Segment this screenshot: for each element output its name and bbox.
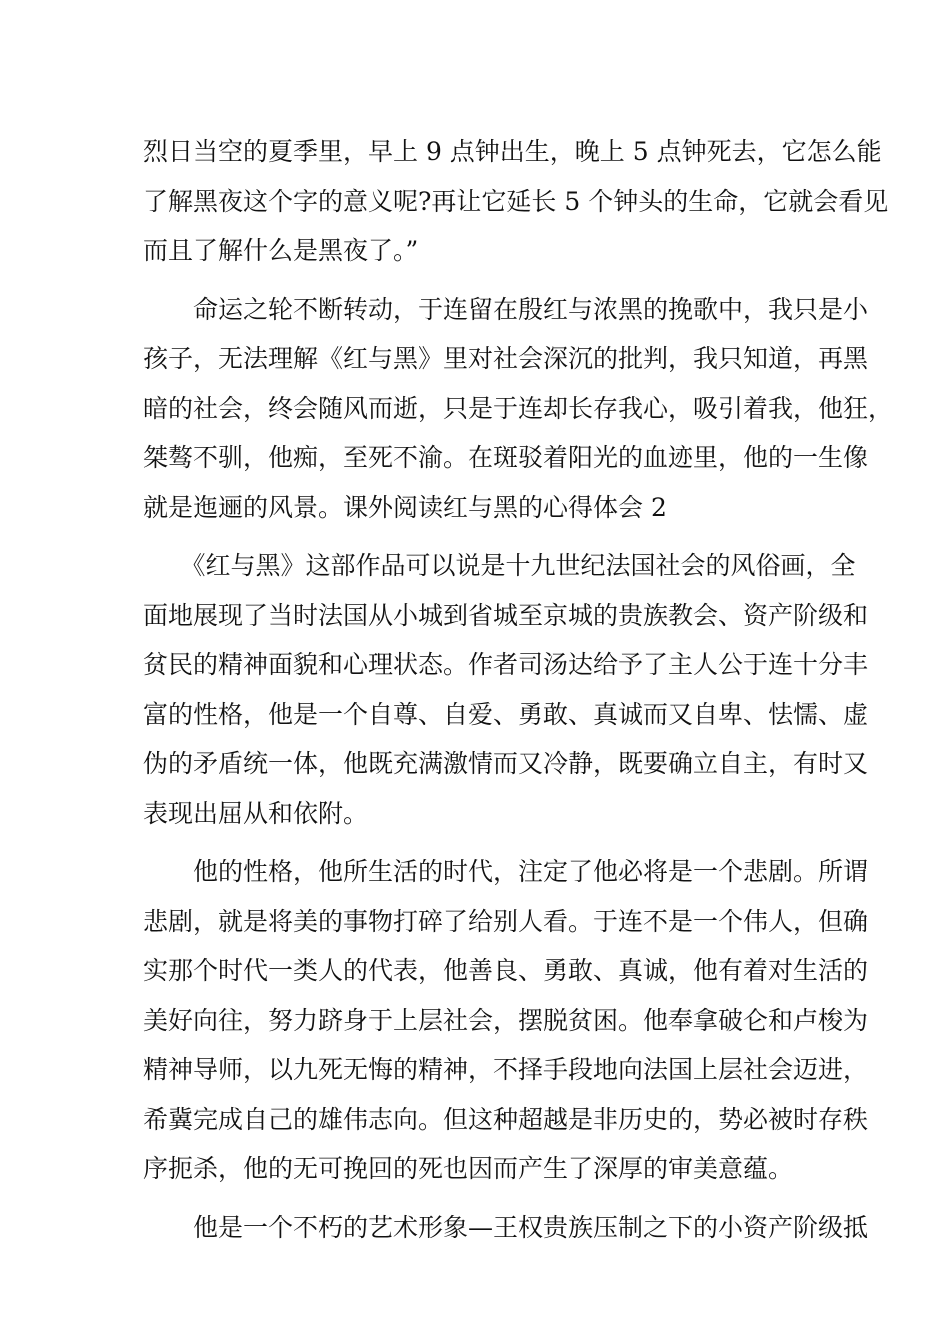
text-line: 面地展现了当时法国从小城到省城至京城的贵族教会、资产阶级和 bbox=[143, 600, 869, 630]
text-line: 希冀完成自己的雄伟志向。但这种超越是非历史的，势必被时存秩 bbox=[143, 1104, 869, 1134]
text-line: 精神导师，以九死无悔的精神，不择手段地向法国上层社会迈进， bbox=[143, 1055, 869, 1084]
paragraph-gap bbox=[143, 1194, 823, 1203]
text-line: 表现出屈从和依附。 bbox=[143, 798, 369, 828]
paragraph-gap bbox=[143, 532, 823, 541]
text-line: 而且了解什么是黑夜了。” bbox=[143, 236, 419, 265]
text-line: 桀骜不驯，他痴，至死不渝。在斑驳着阳光的血迹里，他的一生像 bbox=[143, 443, 869, 472]
body-text bbox=[143, 127, 894, 1252]
text-line: 就是迤逦的风景。课外阅读红与黑的心得体会 2 bbox=[143, 492, 667, 522]
text-line: 悲剧，就是将美的事物打碎了给别人看。于连不是一个伟人，但确 bbox=[143, 906, 869, 936]
text-line: 贫民的精神面貌和心理状态。作者司汤达给予了主人公于连十分丰 bbox=[143, 650, 869, 679]
text-line: 孩子，无法理解《红与黑》里对社会深沉的批判，我只知道，再黑 bbox=[143, 344, 869, 373]
text-line: 美好向往，努力跻身于上层社会，摆脱贫困。他奉拿破仑和卢梭为 bbox=[143, 1005, 869, 1035]
text-line: 伪的矛盾统一体，他既充满激情而又冷静，既要确立自主，有时又 bbox=[143, 749, 869, 778]
text-line: 了解黑夜这个字的意义呢?再让它延长 5 个钟头的生命，它就会看见 bbox=[143, 186, 889, 216]
text-line: 烈日当空的夏季里，早上 9 点钟出生，晚上 5 点钟死去，它怎么能 bbox=[143, 137, 882, 166]
paragraph-gap bbox=[143, 838, 823, 847]
text-line: 实那个时代一类人的代表，他善良、勇敢、真诚，他有着对生活的 bbox=[143, 956, 869, 985]
text-line: 他的性格，他所生活的时代，注定了他必将是一个悲剧。所谓 bbox=[143, 857, 869, 886]
text-line: 序扼杀，他的无可挽回的死也因而产生了深厚的审美意蕴。 bbox=[143, 1154, 794, 1183]
paragraph-gap bbox=[143, 276, 823, 285]
text-line: 暗的社会，终会随风而逝，只是于连却长存我心，吸引着我，他狂， bbox=[143, 393, 894, 423]
text-line: 《红与黑》这部作品可以说是十九世纪法国社会的风俗画，全 bbox=[143, 551, 856, 580]
text-line: 命运之轮不断转动，于连留在殷红与浓黑的挽歌中，我只是小 bbox=[143, 294, 869, 324]
text-line: 他是一个不朽的艺术形象—王权贵族压制之下的小资产阶级抵 bbox=[143, 1212, 869, 1242]
text-line: 富的性格，他是一个自尊、自爱、勇敢、真诚而又自卑、怯懦、虚 bbox=[143, 699, 869, 729]
